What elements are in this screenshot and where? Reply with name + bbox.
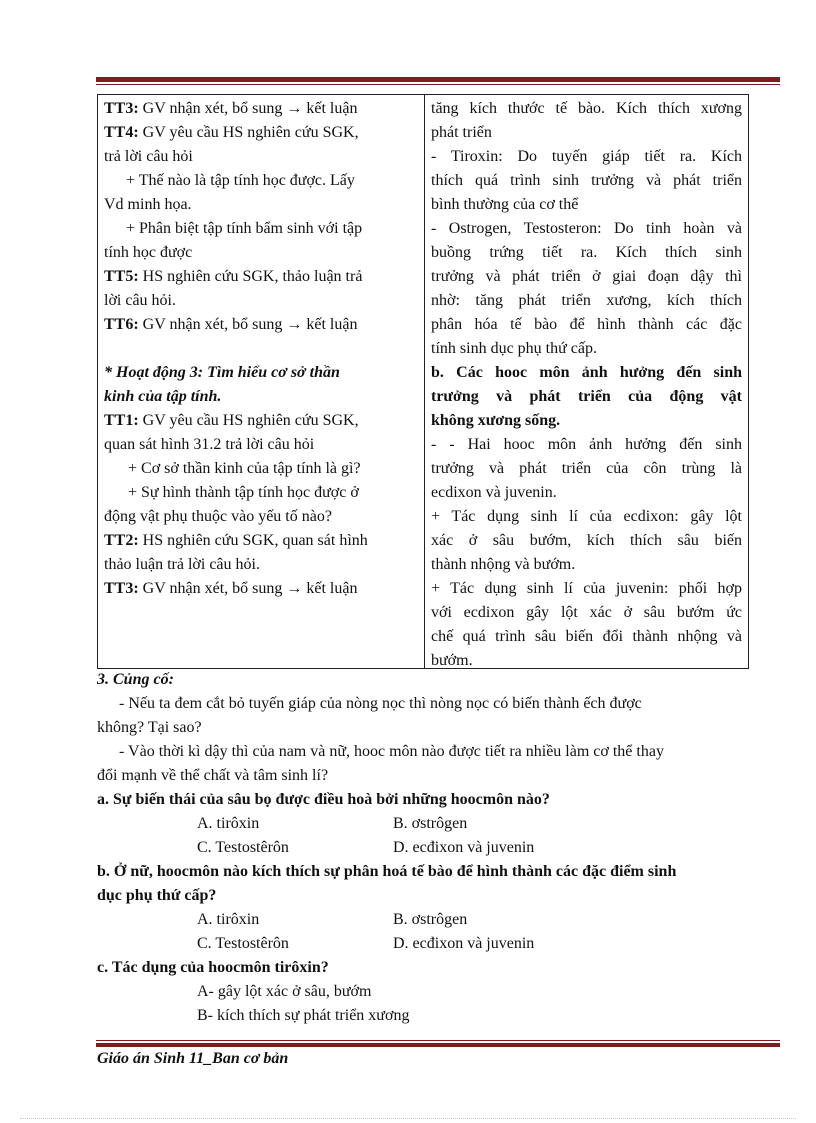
line-text: tính học được [104,244,193,261]
quiz-question-b: b. Ở nữ, hoocmôn nào kích thích sự phân hoá tế bào để hình thành các đặc điểm sinh [97,863,677,880]
line-text: + Thế nào là tập tính học được. Lấy [126,172,355,189]
table-line [431,577,742,601]
line-text: với ecdixon gây lột xác ở sâu bướm ức [431,604,742,621]
page-bottom-border [20,1118,796,1119]
line-text: Vd minh họa. [104,196,192,213]
line-text: tính sinh dục phụ thứ cấp. [431,340,597,357]
option: A- gây lột xác ở sâu, bướm [197,983,372,1000]
content-column [425,95,748,668]
table-line [104,457,418,481]
line-text: động vật phụ thuộc vào yếu tố nào? [104,508,332,525]
line-text: trưởng và phát triển ở giai đoạn dậy thì [431,268,742,285]
line-text: quan sát hình 31.2 trả lời câu hỏi [104,436,315,453]
table-line [104,121,418,145]
table-line [104,241,418,265]
footer-rule-thin [96,1040,780,1041]
line-text: - - Hai hooc môn ảnh hưởng đến sinh [431,436,742,453]
line-text: + Tác dụng sinh lí của ecdixon: gây lột [431,508,742,525]
table-line [104,361,418,385]
table-line [431,457,742,481]
footer-rule [96,1043,780,1047]
table-line [104,169,418,193]
table-line [431,169,742,193]
line-text: xác ở sâu bướm, kích thích sâu biến [431,532,742,549]
table-line [431,265,742,289]
option: D. ecđixon và juvenin [393,839,535,856]
step-label: TT1: [104,412,139,429]
step-label: TT6: [104,316,139,333]
table-line [431,553,742,577]
table-line [431,97,742,121]
quiz-question-c: c. Tác dụng của hoocmôn tirôxin? [97,959,329,976]
table-line [431,601,742,625]
line-text: GV nhận xét, bổ sung → kết luận [138,316,358,333]
section-heading: 3. Củng cố: [97,671,174,688]
table-line [431,289,742,313]
line-text: GV yêu cầu HS nghiên cứu SGK, [138,412,359,429]
table-line [431,385,742,409]
table-line [431,313,742,337]
line-text: bình thường của cơ thể [431,196,579,213]
subsection-heading: trưởng và phát triển của động vật [431,388,742,405]
table-line [104,145,418,169]
line-text: + Tác dụng sinh lí của juvenin: phối hợp [431,580,742,597]
line-text: bướm. [431,652,473,669]
table-line [104,97,418,121]
step-label: TT5: [104,268,139,285]
option-row [97,836,767,860]
table-line [431,409,742,433]
line-text: buồng trứng tiết ra. Kích thích sinh [431,244,742,261]
question-text: không? Tại sao? [97,719,202,736]
line-text: HS nghiên cứu SGK, thảo luận trả [138,268,363,285]
question-text: - Vào thời kì dậy thì của nam và nữ, hooc môn nào được tiết ra nhiều làm cơ thể thay [119,743,664,760]
table-line [431,121,742,145]
page-footer: Giáo án Sinh 11_Ban cơ bản [97,1050,289,1067]
line-text: thành nhộng và bướm. [431,556,576,573]
step-label: TT4: [104,124,139,141]
table-line [104,289,418,313]
step-label: TT3: [104,580,139,597]
line-text: HS nghiên cứu SGK, quan sát hình [138,532,368,549]
table-line [431,145,742,169]
table-line [104,409,418,433]
line-text: ecdixon và juvenin. [431,484,557,501]
line-text: phân hóa tế bào để hình thành các đặc [431,316,742,333]
option: C. Testostêrôn [197,839,289,856]
table-line [431,361,742,385]
table-line [104,217,418,241]
question-text: - Nếu ta đem cắt bỏ tuyến giáp của nòng nọc thì nòng nọc có biến thành ếch được [119,695,642,712]
step-label: TT3: [104,100,139,117]
table-line [104,529,418,553]
table-line [104,385,418,409]
line-text: - Ostrogen, Testosteron: Do tinh hoàn và [431,220,742,237]
table-line [431,241,742,265]
table-line [431,433,742,457]
option: D. ecđixon và juvenin [393,935,535,952]
table-line [431,481,742,505]
line-text: thảo luận trả lời câu hỏi. [104,556,260,573]
table-line [104,553,418,577]
lesson-table [97,94,749,669]
line-text: trưởng và phát triển của côn trùng là [431,460,742,477]
table-line [431,193,742,217]
spacer [104,337,418,361]
table-line [104,481,418,505]
line-text: - Tiroxin: Do tuyến giáp tiết ra. Kích [431,148,742,165]
subsection-heading: không xương sống. [431,412,561,429]
header-rule [96,77,780,82]
option: B. ơstrôgen [393,911,468,928]
option: A. tirôxin [197,815,260,832]
option: A. tirôxin [197,911,260,928]
option: C. Testostêrôn [197,935,289,952]
step-label: TT2: [104,532,139,549]
option-row [97,812,767,836]
activity-heading: kinh của tập tính. [104,388,222,405]
table-line [104,577,418,601]
table-line [431,625,742,649]
line-text: nhờ: tăng phát triển xương, kích thích [431,292,742,309]
table-line [431,337,742,361]
table-line [431,529,742,553]
consolidation-section [97,668,767,1028]
table-line [431,505,742,529]
option: B. ơstrôgen [393,815,468,832]
line-text: chế quá trình sâu biến đổi thành nhộng và [431,628,742,645]
line-text: + Phân biệt tập tính bẩm sinh với tập [126,220,363,237]
question-text: đổi mạnh về thể chất và tâm sinh lí? [97,767,329,784]
table-line [104,313,418,337]
option-row [97,908,767,932]
table-line [104,193,418,217]
line-text: GV nhận xét, bổ sung → kết luận [138,100,358,117]
table-line [431,217,742,241]
header-rule-thin [96,84,780,85]
line-text: thích quá trình sinh trưởng và phát triển [431,172,742,189]
line-text: phát triển [431,124,492,141]
table-line [104,505,418,529]
option: B- kích thích sự phát triển xương [197,1007,410,1024]
line-text: + Sự hình thành tập tính học được ở [128,484,359,501]
teacher-activities-column [98,95,425,668]
line-text: tăng kích thước tế bào. Kích thích xương [431,100,742,117]
line-text: trả lời câu hỏi [104,148,193,165]
option-row [97,932,767,956]
line-text: lời câu hỏi. [104,292,176,309]
line-text: + Cơ sở thần kinh của tập tính là gì? [128,460,361,477]
table-line [104,265,418,289]
line-text: GV yêu cầu HS nghiên cứu SGK, [138,124,359,141]
quiz-question-b-cont: dục phụ thứ cấp? [97,887,217,904]
line-text: GV nhận xét, bổ sung → kết luận [138,580,358,597]
table-line [104,433,418,457]
subsection-heading: b. Các hooc môn ảnh hưởng đến sinh [431,364,742,381]
activity-heading: * Hoạt động 3: Tìm hiểu cơ sở thần [104,364,340,381]
quiz-question-a: a. Sự biến thái của sâu bọ được điều hoà bởi những hoocmôn nào? [97,791,550,808]
